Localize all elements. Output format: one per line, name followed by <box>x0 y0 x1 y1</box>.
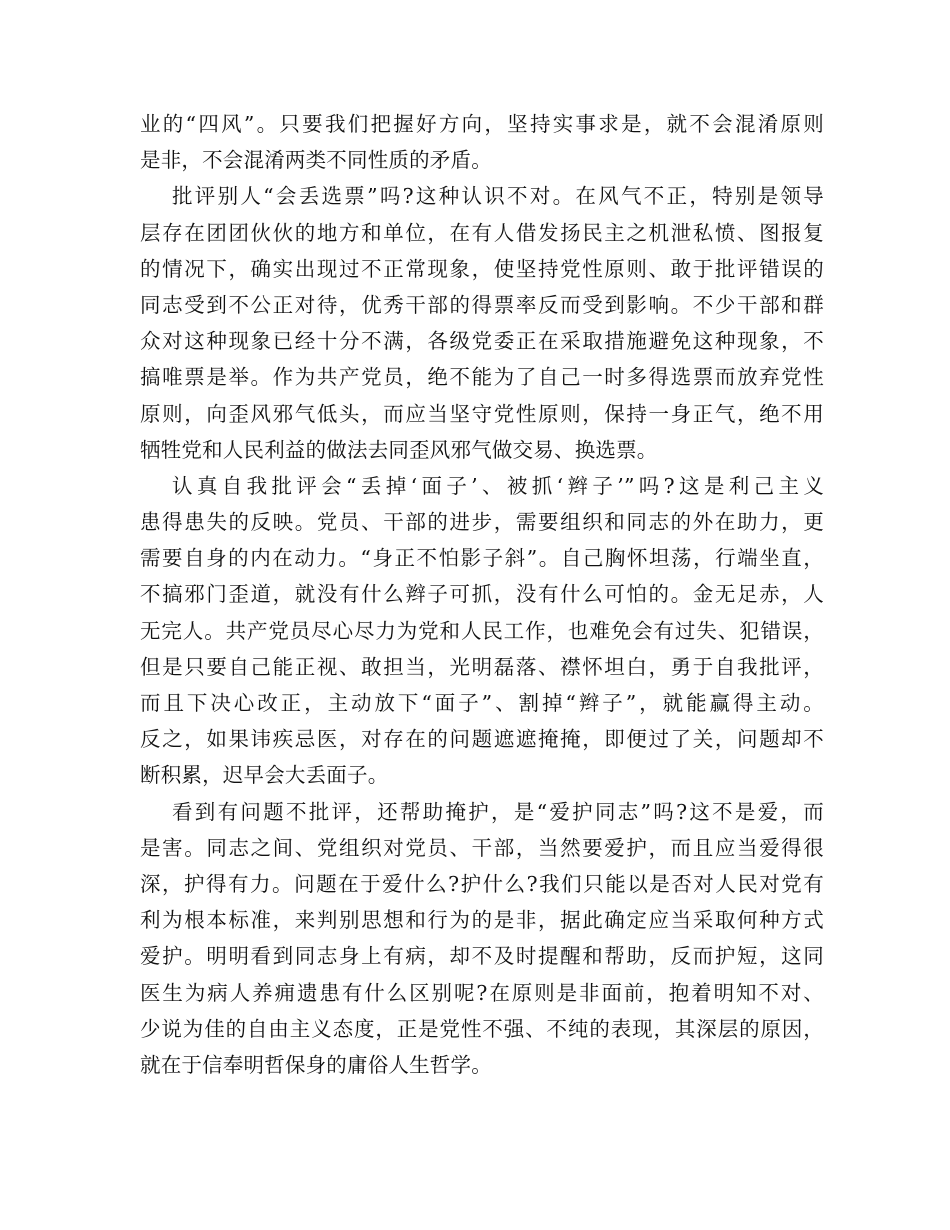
text-line: 断积累，迟早会大丢面子。 <box>140 763 389 788</box>
text-line: 层存在团团伙伙的地方和单位，在有人借发扬民主之机泄私愤、图报复 <box>140 220 824 245</box>
text-line: 众对这种现象已经十分不满，各级党委正在采取措施避免这种现象，不 <box>140 329 824 354</box>
text-line: 深，护得有力。问题在于爱什么?护什么?我们只能以是否对人民对党有 <box>140 871 824 896</box>
text-line: 爱护。明明看到同志身上有病，却不及时提醒和帮助，反而护短，这同 <box>140 944 824 969</box>
text-line: 需要自身的内在动力。“身正不怕影子斜”。自己胸怀坦荡，行端坐直， <box>140 546 824 571</box>
text-line: 是害。同志之间、党组织对党员、干部，当然要爱护，而且应当爱得很 <box>140 835 824 860</box>
text-line: 的情况下，确实出现过不正常现象，使坚持党性原则、敢于批评错误的 <box>140 256 824 281</box>
text-line: 是非，不会混淆两类不同性质的矛盾。 <box>140 148 492 173</box>
text-line: 就在于信奉明哲保身的庸俗人生哲学。 <box>140 1052 492 1077</box>
text-line: 业的“四风”。只要我们把握好方向，坚持实事求是，就不会混淆原则 <box>140 112 824 136</box>
text-line: 而且下决心改正，主动放下“面子”、割掉“辫子”，就能赢得主动。 <box>140 691 824 715</box>
text-line: 搞唯票是举。作为共产党员，绝不能为了自己一时多得选票而放弃党性 <box>140 365 824 390</box>
paragraph-first-line: 看到有问题不批评，还帮助掩护，是“爱护同志”吗?这不是爱，而 <box>172 799 824 824</box>
text-line: 患得患失的反映。党员、干部的进步，需要组织和同志的外在助力，更 <box>140 510 824 535</box>
text-line: 不搞邪门歪道，就没有什么辫子可抓，没有什么可怕的。金无足赤，人 <box>140 582 824 607</box>
document-body <box>140 106 824 1083</box>
text-line: 同志受到不公正对待，优秀干部的得票率反而受到影响。不少干部和群 <box>140 292 824 317</box>
paragraph-first-line: 认真自我批评会“丢掉‘面子’、被抓‘辫子’”吗?这是利己主义 <box>172 473 824 498</box>
text-line: 但是只要自己能正视、敢担当，光明磊落、襟怀坦白，勇于自我批评， <box>140 654 824 679</box>
text-line: 利为根本标准，来判别思想和行为的是非，据此确定应当采取何种方式 <box>140 908 824 933</box>
paragraph-first-line: 批评别人“会丢选票”吗?这种认识不对。在风气不正，特别是领导 <box>172 184 824 209</box>
text-line: 无完人。共产党员尽心尽力为党和人民工作，也难免会有过失、犯错误， <box>140 618 824 643</box>
text-line: 反之，如果讳疾忌医，对存在的问题遮遮掩掩，即便过了关，问题却不 <box>140 727 824 752</box>
text-line: 少说为佳的自由主义态度，正是党性不强、不纯的表现，其深层的原因， <box>140 1016 824 1041</box>
text-line: 牺牲党和人民利益的做法去同歪风邪气做交易、换选票。 <box>140 437 658 462</box>
text-line: 医生为病人养痈遗患有什么区别呢?在原则是非面前，抱着明知不对、 <box>140 980 824 1005</box>
text-line: 原则，向歪风邪气低头，而应当坚守党性原则，保持一身正气，绝不用 <box>140 401 824 426</box>
